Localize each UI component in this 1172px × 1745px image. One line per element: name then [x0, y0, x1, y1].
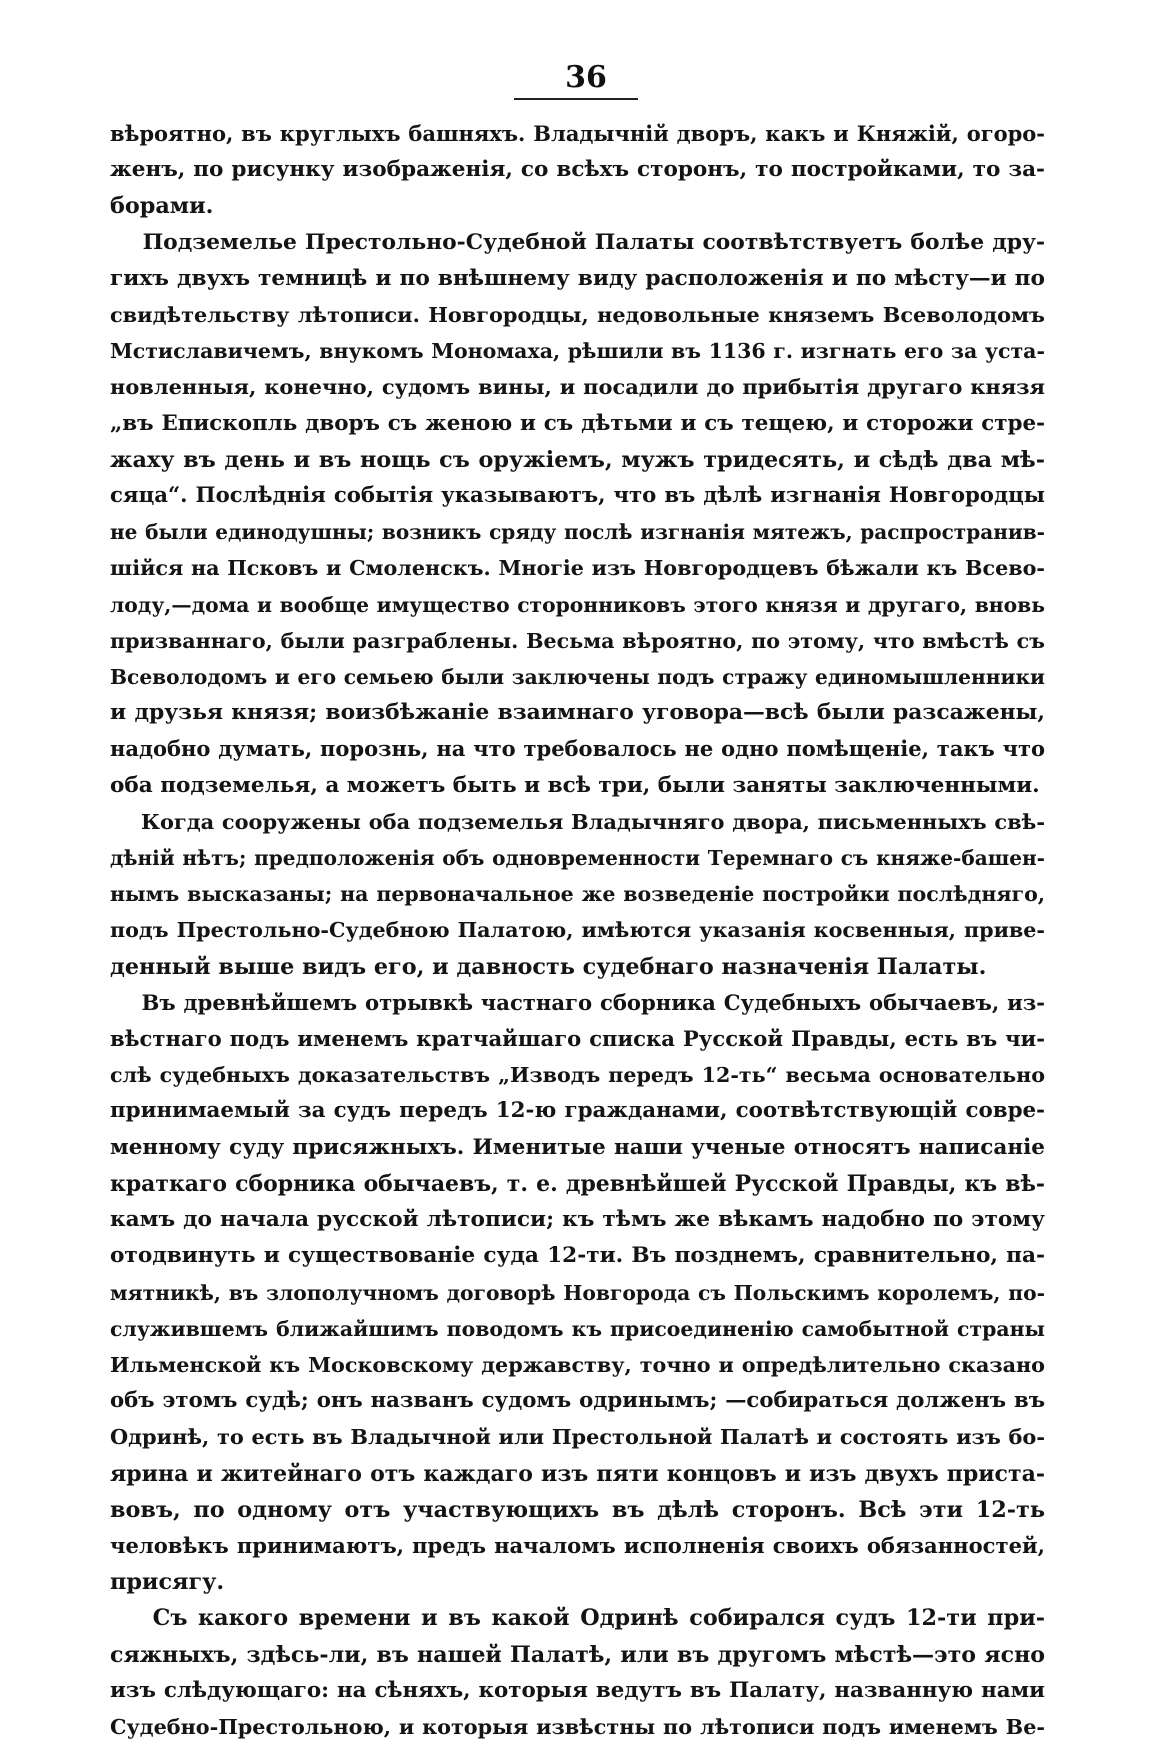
text-line: жаху въ день и въ нощь съ оружіемъ, мужъ тридесять, и сѣдѣ два мѣ-: [110, 446, 1045, 473]
text-line: „въ Епископль дворъ съ женою и съ дѣтьми и съ тещею, и сторожи стре-: [110, 410, 1045, 436]
header-rule: [514, 98, 638, 100]
text-line: Съ какого времени и въ какой Одринѣ собирался судъ 12-ти при-: [110, 1605, 1045, 1632]
text-line: подъ Престольно-Судебною Палатою, имѣются указанія косвенныя, приве-: [110, 918, 1045, 943]
text-line: ярина и житейнаго отъ каждаго изъ пяти концовъ и изъ двухъ приста-: [110, 1460, 1045, 1487]
text-line: новленныя, конечно, судомъ вины, и посадили до прибытія другаго князя: [110, 374, 1045, 400]
text-line: менному суду присяжныхъ. Именитые наши ученые относятъ написаніе: [110, 1134, 1045, 1160]
text-line: лоду,—дома и вообще имущество сторонниковъ этого князя и другаго, вновь: [110, 592, 1045, 617]
text-line: призваннаго, были разграблены. Весьма вѣроятно, по этому, что вмѣстѣ съ: [110, 628, 1045, 653]
text-line: отодвинуть и существованіе суда 12-ти. Въ позднемъ, сравнительно, па-: [110, 1243, 1045, 1269]
text-line: женъ, по рисунку изображенія, со всѣхъ сторонъ, то постройками, то за-: [110, 157, 1045, 183]
text-line: камъ до начала русской лѣтописи; къ тѣмъ же вѣкамъ надобно по этому: [110, 1207, 1045, 1233]
text-line: не были единодушны; возникъ сряду послѣ изгнанія мятежъ, распространив-: [110, 520, 1045, 545]
text-line: краткаго сборника обычаевъ, т. е. древнѣйшей Русской Правды, къ вѣ-: [110, 1170, 1045, 1197]
text-line: мятникѣ, въ злополучномъ договорѣ Новгорода съ Польскимъ королемъ, по-: [110, 1280, 1045, 1305]
text-line: Въ древнѣйшемъ отрывкѣ частнаго сборника Судебныхъ обычаевъ, из-: [110, 989, 1045, 1015]
text-line: слѣ судебныхъ доказательствъ „Изводъ передъ 12-ть“ весьма основательно: [110, 1063, 1045, 1088]
text-line: шійся на Псковъ и Смоленскъ. Многіе изъ Новгородцевъ бѣжали къ Всево-: [110, 556, 1045, 581]
text-line: вовъ, по одному отъ участвующихъ въ дѣлѣ сторонъ. Всѣ эти 12-ть: [110, 1496, 1045, 1523]
text-line: и друзья князя; воизбѣжаніе взаимнаго уговора—всѣ были разсажены,: [110, 700, 1045, 726]
text-line: Одринѣ, то есть въ Владычной или Престольной Палатѣ и состоять изъ бо-: [110, 1424, 1045, 1450]
text-line: надобно думать, порознь, на что требовалось не одно помѣщеніе, такъ что: [110, 736, 1045, 762]
text-line: оба подземелья, а можетъ быть и всѣ три, были заняты заключенными.: [110, 772, 1040, 798]
text-line: свидѣтельству лѣтописи. Новгородцы, недовольные княземъ Всеволодомъ: [110, 302, 1045, 328]
text-line: Ильменской къ Московскому державству, точно и опредѣлительно сказано: [110, 1352, 1045, 1377]
text-line: Всеволодомъ и его семьею были заключены подъ стражу единомышленники: [110, 665, 1045, 690]
text-line: денный выше видъ его, и давность судебнаго назначенія Палаты.: [110, 953, 987, 980]
body-text: [110, 116, 1045, 1745]
text-line: объ этомъ судѣ; онъ названъ судомъ одринымъ; —собираться долженъ въ: [110, 1388, 1045, 1414]
text-line: изъ слѣдующаго: на сѣняхъ, которыя ведутъ въ Палату, названную нами: [110, 1677, 1045, 1703]
text-line: гихъ двухъ темницѣ и по внѣшнему виду расположенія и по мѣсту—и по: [110, 265, 1045, 291]
text-line: сяжныхъ, здѣсь-ли, въ нашей Палатѣ, или въ другомъ мѣстѣ—это ясно: [110, 1641, 1045, 1668]
text-line: Когда сооружены оба подземелья Владычняго двора, письменныхъ свѣ-: [110, 808, 1045, 834]
text-line: Судебно-Престольною, и которыя извѣстны по лѣтописи подъ именемъ Ве-: [110, 1714, 1045, 1739]
text-line: вѣроятно, въ круглыхъ башняхъ. Владычній дворъ, какъ и Княжій, огоро-: [110, 121, 1045, 146]
text-line: Мстиславичемъ, внукомъ Мономаха, рѣшили въ 1136 г. изгнать его за уста-: [110, 339, 1045, 364]
text-line: дѣній нѣтъ; предположенія объ одновременности Теремнаго съ княже-башен-: [110, 846, 1045, 871]
text-line: вѣстнаго подъ именемъ кратчайшаго списка Русской Правды, есть въ чи-: [110, 1026, 1045, 1052]
text-line: нымъ высказаны; на первоначальное же возведеніе постройки послѣдняго,: [110, 882, 1045, 907]
text-line: сяца“. Послѣднія событія указываютъ, что въ дѣлѣ изгнанія Новгородцы: [110, 483, 1045, 509]
text-line: принимаемый за судъ передъ 12-ю гражданами, соотвѣтствующій совре-: [110, 1098, 1045, 1124]
text-line: Подземелье Престольно-Судебной Палаты соотвѣтствуетъ болѣе дру-: [110, 229, 1045, 255]
text-line: борами.: [110, 193, 214, 220]
text-line: присягу.: [110, 1569, 225, 1596]
text-line: человѣкъ принимаютъ, предъ началомъ исполненія своихъ обязанностей,: [110, 1532, 1045, 1558]
text-line: служившемъ ближайшимъ поводомъ къ присоединенію самобытной страны: [110, 1316, 1045, 1341]
page-number: 36: [565, 60, 607, 95]
